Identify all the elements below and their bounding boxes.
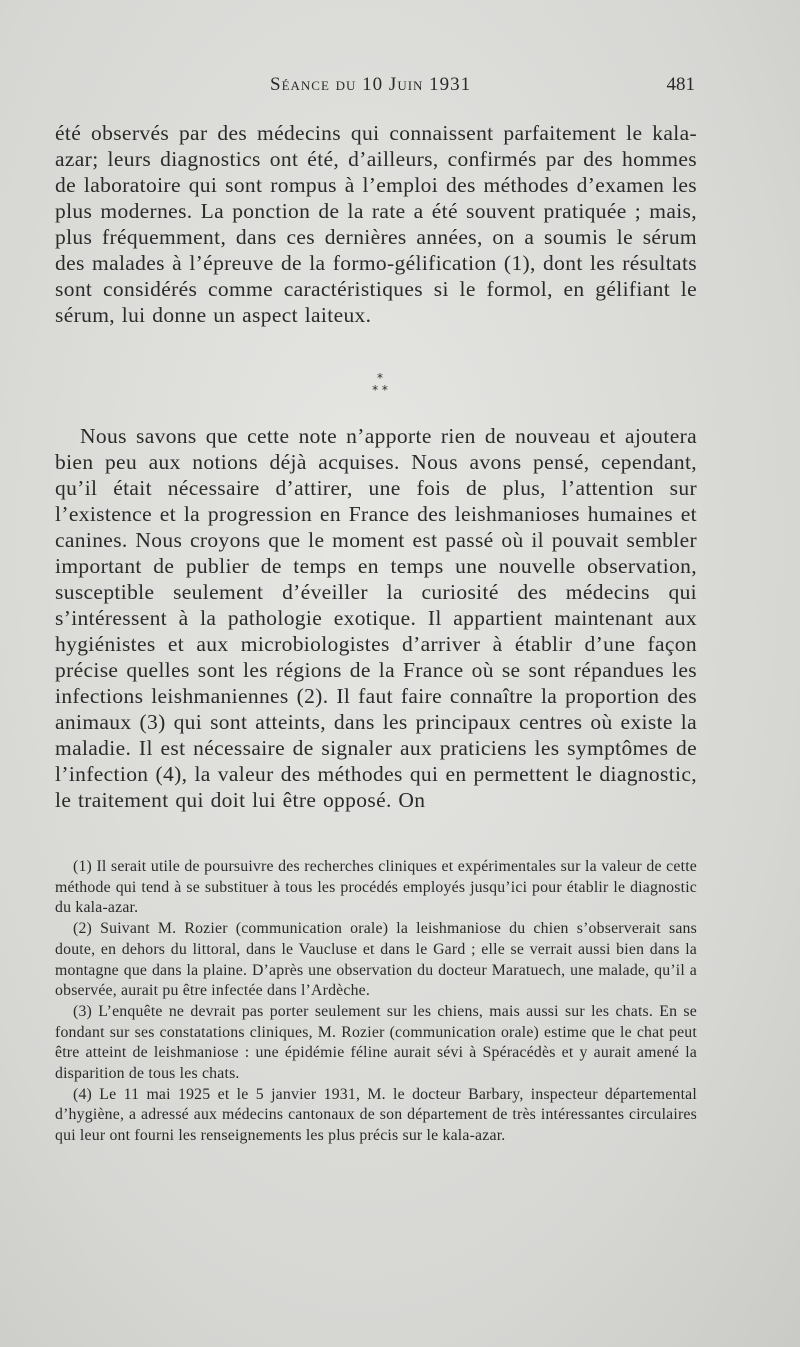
footnote-1: (1) Il serait utile de poursuivre des recherches cliniques et expérimentales sur la valeur de cette méthode qui tend à se substituer à tous les procédés employés jusqu’ici pour établir le diagnostic du kala-azar. — [55, 858, 697, 917]
body-text-top — [55, 120, 697, 328]
body-text-main — [55, 423, 697, 813]
footnotes — [55, 857, 697, 1147]
footnote-4: (4) Le 11 mai 1925 et le 5 janvier 1931, M. le docteur Barbary, inspecteur départemental d’hygiène, a adressé aux médecins cantonaux de son département de très intéressantes circulaires qui leur ont fourni les renseignements les plus précis sur le kala-azar. — [55, 1085, 697, 1145]
footnote-3: (3) L’enquête ne devrait pas porter seulement sur les chiens, mais aussi sur les chats. En se fondant sur ses constatations cliniques, M. Rozier (communication orale) estime que le chat peut être atteint de leishmaniose : une épidémie féline aurait sévi à Spéracédès et y aurait amené la disparition de tous les chats. — [55, 1002, 697, 1083]
page-number: 481 — [666, 74, 695, 95]
paragraph-main: Nous savons que cette note n’apporte rien de nouveau et ajoutera bien peu aux notions déjà acquises. Nous avons pensé, cependant, qu’il était nécessaire d’attirer, une fois de plus, l’attention sur l’existence et la progression en France des leishmanioses humaines et canines. Nous croyons que le moment est passé où il pouvait sembler important de publier de temps en temps une nouvelle observation, susceptible seulement d’éveiller la curiosité des médecins qui s’intéressent à la pathologie exotique. Il appartient maintenant aux hygiénistes et aux microbiologistes d’arriver à établir d’une façon précise quelles sont les régions de la France où se sont répandues les infections leishmaniennes (2). Il faut faire connaître la proportion des animaux (3) qui sont atteints, dans les principaux centres où existe la maladie. Il est nécessaire de signaler aux praticiens les symptômes de l’infection (4), la valeur des méthodes qui en permettent le diagnostic, le traitement qui doit lui être opposé. On — [55, 424, 697, 812]
running-header — [55, 74, 695, 104]
separator-stars-bottom: * * — [372, 383, 388, 397]
footnote-2: (2) Suivant M. Rozier (communication orale) la leishmaniose du chien s’observerait sans doute, en dehors du littoral, dans le Vaucluse et dans le Gard ; elle se verrait aussi bien dans la montagne que dans la plaine. D’après une observation du docteur Maratuech, une malade, qu’il a observée, aurait pu être infectée dans l’Ardèche. — [55, 920, 697, 1000]
separator-star-top: * — [377, 371, 383, 385]
paragraph-continuation: été observés par des médecins qui connaissent parfaitement le kala-azar; leurs diagnostics ont été, d’ailleurs, confirmés par des hommes de laboratoire qui sont rompus à l’emploi des méthodes d’examen les plus modernes. La ponction de la rate a été souvent pratiquée ; mais, plus fréquemment, dans ces dernières années, on a soumis le sérum des malades à l’épreuve de la formo-gélification (1), dont les résultats sont considérés comme caractéristiques si le formol, en gélifiant le sérum, lui donne un aspect laiteux. — [55, 121, 697, 327]
section-separator — [360, 372, 400, 396]
header-title: Séance du 10 Juin 1931 — [270, 74, 472, 95]
